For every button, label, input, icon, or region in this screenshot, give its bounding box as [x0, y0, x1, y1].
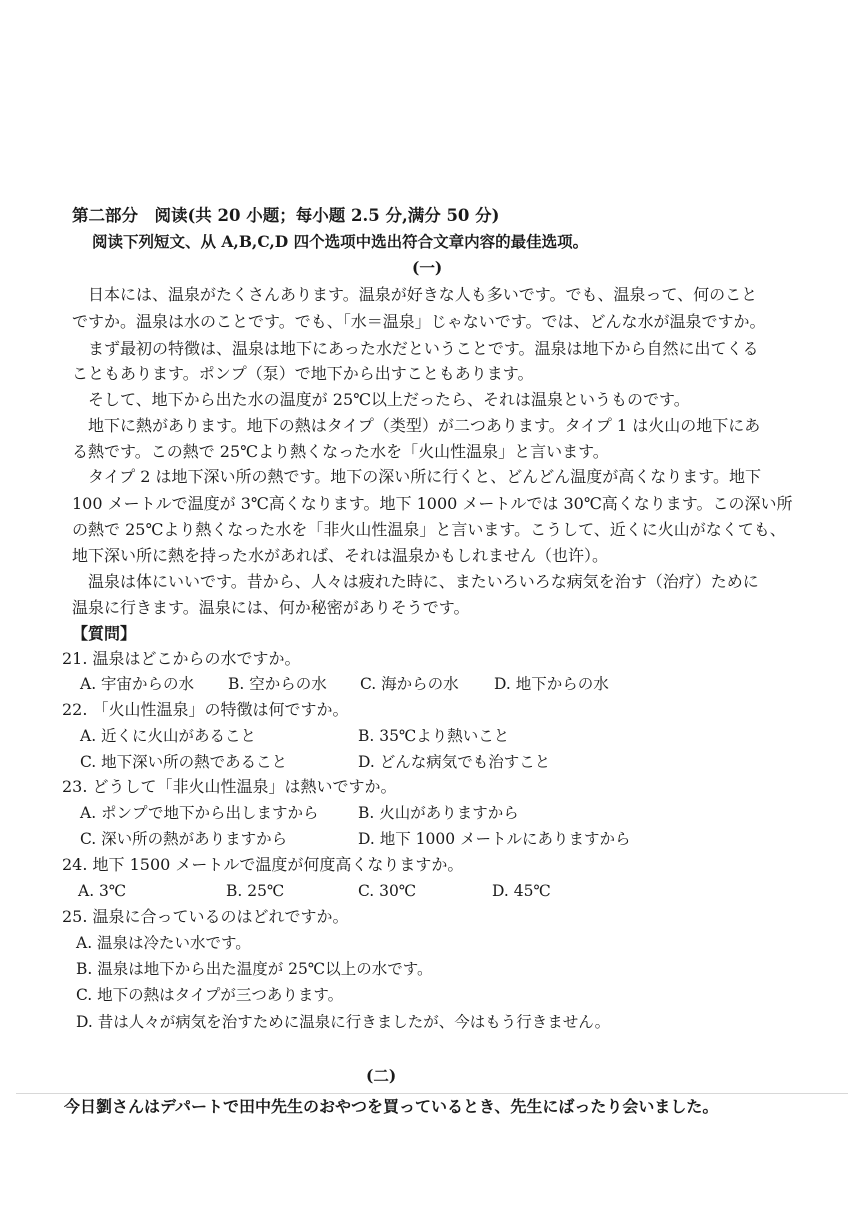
passage-2-first-line: 今日劉さんはデパートで田中先生のおやつを買っているとき、先生にばったり会いました。	[64, 1097, 719, 1116]
passage-line: 地下に熱があります。地下の熱はタイプ（类型）が二つあります。タイプ 1 は火山の地下にあ	[88, 416, 761, 435]
section-title: 第二部分 阅读(共 20 小题；每小题 2.5 分,满分 50 分)	[72, 206, 500, 225]
passage-line: まず最初の特徴は、温泉は地下にあった水だということです。温泉は地下から自然に出てくる	[88, 339, 759, 358]
question-21-option-c: C. 海からの水	[360, 675, 459, 693]
scan-divider	[16, 1093, 848, 1094]
passage-line: こともあります。ポンプ（泵）で地下から出すこともあります。	[72, 364, 534, 383]
question-24-option-d: D. 45℃	[492, 882, 551, 900]
question-24-stem: 24. 地下 1500 メートルで温度が何度高くなりますか。	[62, 855, 464, 874]
passage-line: る熱です。この熱で 25℃より熱くなった水を「火山性温泉」と言います。	[72, 442, 609, 461]
instruction-text: 阅读下列短文、从 A,B,C,D 四个选项中选出符合文章内容的最佳选项。	[92, 232, 589, 251]
question-25-option-c: C. 地下の熱はタイプが三つあります。	[76, 986, 344, 1004]
question-25-option-d: D. 昔は人々が病気を治すために温泉に行きましたが、今はもう行きません。	[76, 1013, 611, 1031]
question-24-option-a: A. 3℃	[78, 882, 127, 900]
question-25-option-a: A. 温泉は冷たい水です。	[76, 934, 251, 952]
passage-line: 温泉に行きます。温泉には、何か秘密がありそうです。	[72, 598, 470, 617]
passage-line: タイプ 2 は地下深い所の熱です。地下の深い所に行くと、どんどん温度が高くなります。地下	[88, 467, 761, 486]
question-21-option-b: B. 空からの水	[228, 675, 327, 693]
passage-1-label: (一)	[412, 258, 443, 277]
passage-line: 日本には、温泉がたくさんあります。温泉が好きな人も多いです。でも、温泉って、何のこと	[88, 285, 758, 304]
question-24-option-c: C. 30℃	[358, 882, 417, 900]
question-22-option-a: A. 近くに火山があること	[80, 727, 257, 745]
question-22-option-c: C. 地下深い所の熱であること	[80, 753, 288, 771]
questions-header: 【質問】	[72, 624, 137, 643]
question-22-option-b: B. 35℃より熱いこと	[358, 727, 510, 745]
question-21-stem: 21. 温泉はどこからの水ですか。	[62, 649, 301, 668]
question-23-option-a: A. ポンプで地下から出しますから	[80, 804, 319, 822]
passage-line: そして、地下から出た水の温度が 25℃以上だったら、それは温泉というものです。	[88, 390, 690, 409]
question-21-option-a: A. 宇宙からの水	[80, 675, 195, 693]
question-22-stem: 22. 「火山性温泉」の特徴は何ですか。	[62, 700, 349, 719]
question-25-stem: 25. 温泉に合っているのはどれですか。	[62, 907, 349, 926]
question-25-option-b: B. 温泉は地下から出た温度が 25℃以上の水です。	[76, 960, 433, 978]
question-21-option-d: D. 地下からの水	[494, 675, 609, 693]
question-23-stem: 23. どうして「非火山性温泉」は熱いですか。	[62, 777, 397, 796]
question-22-option-d: D. どんな病気でも治すこと	[358, 753, 551, 771]
passage-line: 地下深い所に熱を持った水があれば、それは温泉かもしれません（也许）。	[72, 546, 609, 565]
passage-2-label: (二)	[366, 1066, 397, 1085]
question-24-option-b: B. 25℃	[226, 882, 285, 900]
passage-line: ですか。温泉は水のことです。でも、「水＝温泉」じゃないです。では、どんな水が温泉ですか。	[72, 312, 766, 331]
question-23-option-d: D. 地下 1000 メートルにありますから	[358, 830, 631, 848]
passage-line: 温泉は体にいいです。昔から、人々は疲れた時に、またいろいろな病気を治す（治疗）ために	[88, 572, 759, 591]
question-23-option-b: B. 火山がありますから	[358, 804, 519, 822]
passage-line: 100 メートルで温度が 3℃高くなります。地下 1000 メートルでは 30℃高くなります。この深い所	[72, 494, 793, 513]
question-23-option-c: C. 深い所の熱がありますから	[80, 830, 288, 848]
passage-line: の熱で 25℃より熱くなった水を「非火山性温泉」と言います。こうして、近くに火山がなくても、	[72, 520, 786, 539]
